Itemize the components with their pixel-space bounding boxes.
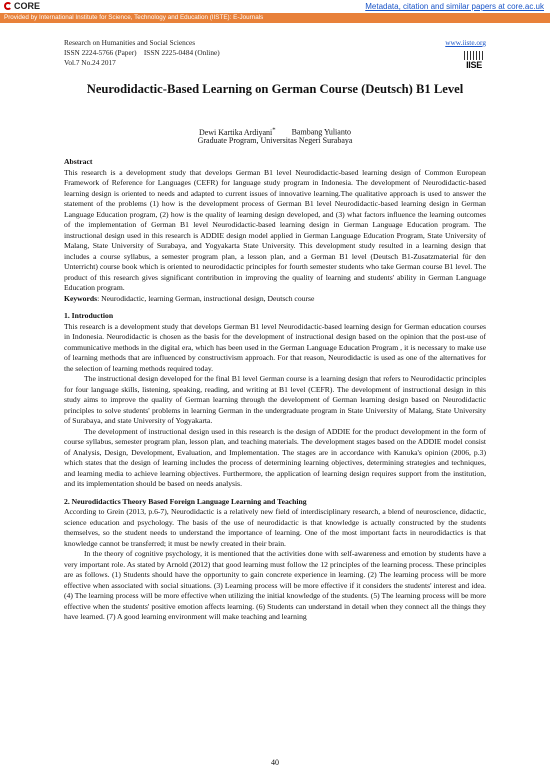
section-2-paragraph-1: According to Grein (2013, p.6-7), Neurodidactic is a relatively new field of interdisciplinary research, a blend of neuroscience, didactic, science education and psychology. The basis of the use of neurodidactic is that knowledge is actually constructed by the students themselves, so the student needs to understand the importance of learning. One of the most important facts in neurodidactics is that knowledge cannot be transferred; it must be newly created in their brain.	[64, 507, 486, 548]
keywords-line	[64, 294, 486, 305]
journal-name: Research on Humanities and Social Sciences	[64, 38, 196, 47]
author-2: Bambang Yulianto	[291, 127, 352, 137]
journal-url-link[interactable]: www.iiste.org	[445, 38, 486, 47]
keywords-label: Keywords	[64, 293, 98, 303]
core-banner	[0, 0, 550, 13]
core-metadata-link[interactable]: Metadata, citation and similar papers at core.ac.uk	[365, 2, 544, 11]
paper-body	[64, 157, 486, 623]
provider-text: Provided by International Institute for Science, Technology and Education (IISTE): E-Journals	[4, 14, 264, 21]
author-1-name: Dewi Kartika Ardiyani	[198, 127, 273, 137]
journal-issn: ISSN 2224-5766 (Paper) ISSN 2225-0484 (Online)	[64, 48, 220, 57]
author-1-mark: *	[272, 126, 276, 133]
core-logo[interactable]	[4, 1, 40, 11]
logo-bars-icon	[464, 51, 484, 60]
section-1-paragraph-1: This research is a development study that develops German B1 level Neurodidactic-based learning design for German education courses in Indonesia. Neurodidactic is chosen as the basis for the development of instructional design based on the opinion that the post-use of communicative methods in the digital era, which has been used in the German Language Education Program , it is necessary to make use of learning methods that are influenced by constructivism approach. For that reason, Neurodidactic is used as one of the alternatives for the selection of learning methods required today.	[64, 321, 486, 373]
iiste-logo	[462, 51, 486, 73]
paper-title: Neurodidactic-Based Learning on German Course (Deutsch) B1 Level	[86, 82, 464, 96]
section-1-paragraph-2: The instructional design developed for the final B1 level German course is a learning design that refers to Neurodidactic principles for four language skills, listening, speaking, reading, and writing at B1 level (CEFR). The development of instructional design in this study aims to improve the quality of German learning through the development of German learning design based on Neurodidactic principles to solve students' problems in learning German in the undergraduate program in State University of Malang, State University of Surabaya, and state University of Yogyakarta.	[64, 374, 486, 425]
logo-text: IISE	[466, 60, 482, 70]
core-logo-icon	[4, 2, 12, 10]
core-logo-text: CORE	[14, 1, 41, 11]
journal-volume: Vol.7 No.24 2017	[64, 58, 116, 67]
keywords-text: : Neurodidactic, learning German, instructional design, Deutsch course	[97, 293, 315, 303]
journal-info	[64, 38, 220, 68]
section-1-heading: 1. Introduction	[64, 311, 114, 320]
section-2-paragraph-2: In the theory of cognitive psychology, it is mentioned that the activities done with self-awareness and emotion by students have a very important role. As stated by Arnold (2012) that good learning must follow the 12 principles of the learning process. These principles are as follows. (1) Students should have the opportunity to gain concrete experience in learning. (2) The learning process will be more effective when associated with social situations. (3) Learning process will be more effective if it considers the students' interest and idea. (4) The learning process will be more effective when utilizing the initial knowledge of the students. (5) The learning process will be more effective when the students' positive emotion affects learning. (6) Students can understand in detail when they connect all the things they have learned. (7) A good learning environment will make teaching and learning	[64, 549, 486, 621]
abstract-heading: Abstract	[64, 157, 93, 166]
affiliation: Graduate Program, Universitas Negeri Surabaya	[197, 136, 353, 145]
page-number: 40	[271, 758, 279, 767]
section-1-paragraph-3: The development of instructional design used in this research is the design of ADDIE for the product development in the form of course syllabus, semester program plan, lesson plan, and teaching materials. The development stages based on the ADDIE model consist of Analysis, Design, Development, Evaluation, and Implementation. The stages are in accordance with Kanuka's opinion (2006, p.3) which states that the design of learning includes the process of determining learning objectives, determining strategies and techniques, and learning media to achieve learning objectives. Furthermore, the application of learning design requires support from the institution, and its implementation should be based on needs analysis.	[64, 426, 486, 488]
section-2-heading: 2. Neurodidactics Theory Based Foreign Language Learning and Teaching	[64, 496, 307, 506]
abstract-text: This research is a development study that develops German B1 level Neurodidactic-based learning design of Common European Framework of Reference for Languages (CEFR) for language study program in Indonesia. The development of Neurodidactic-based learning design is oriented to needs and adapted to current issues of innovative learning.The qualitative approach is used to answer the statement of the problems (1) how is the development process of German B1 level Neurodidactic-based learning design in German Language Education program, (2) how is the quality of learning design developed, and (3) what factors influence the learning outcomes of the implementation of German B1 level Neurodidactic-based learning design in German Language Education program. The instructional design used in this research is ADDIE design model applied in German Language Education Program, State University of Malang, State University of Surabaya, and Yogyakarta State University. This development study resulted in a learning design that includes a course syllabus, a semester program plan, a lesson plan, and a German B1 level (Deutsch B1-Zusatzmaterial für den Unterricht) course book which is oriented to neurodidactic principles for fourth semester students who take German course B1 level. The product of this research gives significant contribution in improving the quality of learning and students' ability in German Language Education program.	[64, 167, 486, 292]
provider-bar	[0, 13, 550, 23]
